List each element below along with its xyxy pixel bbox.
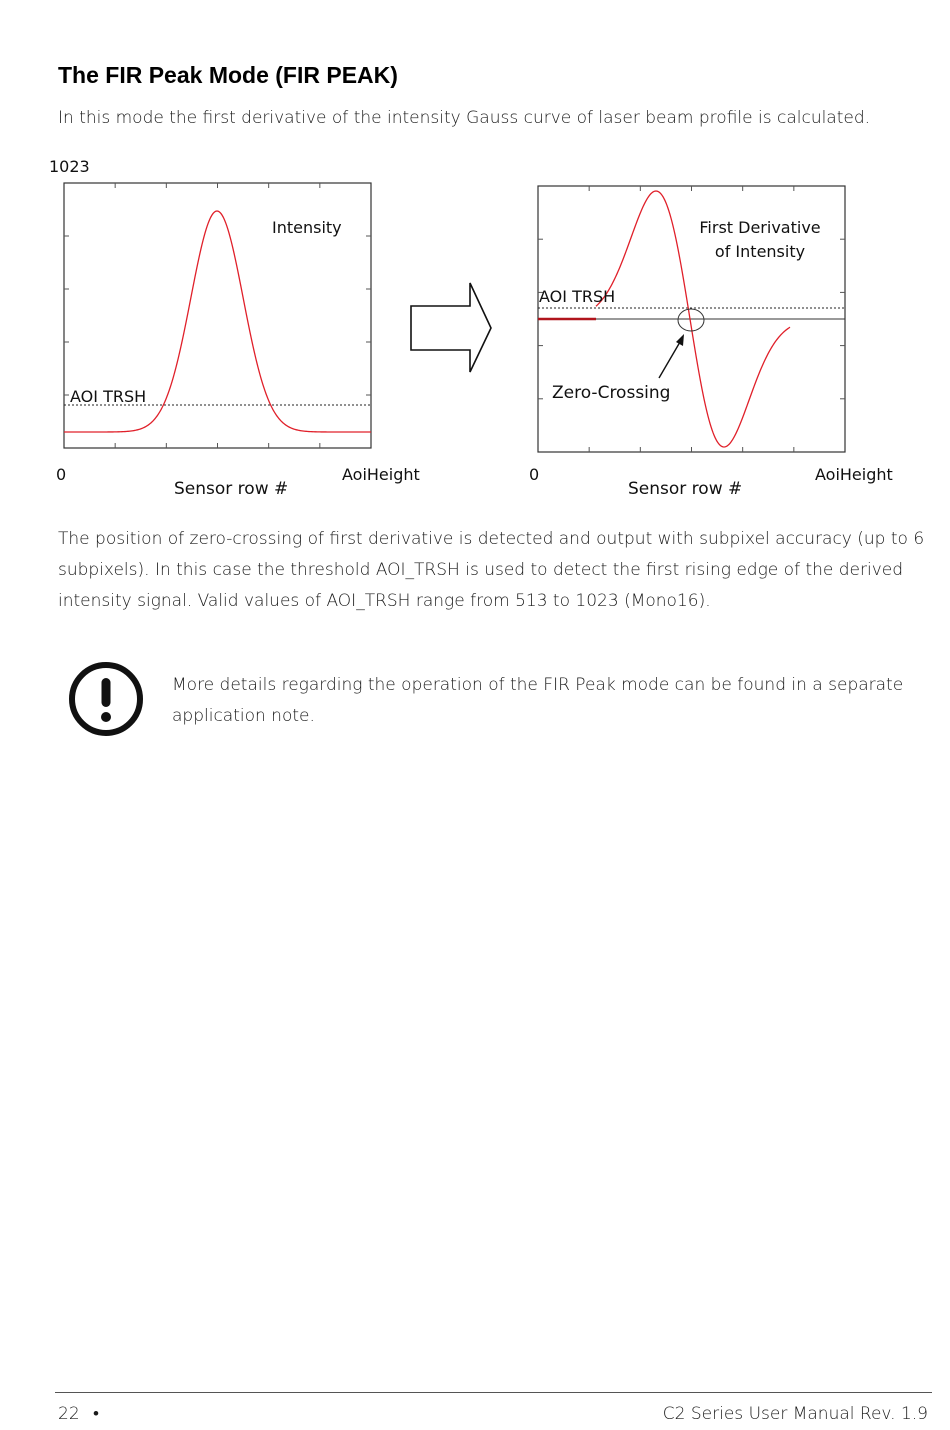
intensity-plot — [56, 183, 420, 499]
footer-divider — [55, 1392, 932, 1393]
pointer-arrowhead-icon — [676, 334, 684, 346]
section-heading: The FIR Peak Mode (FIR PEAK) — [58, 62, 398, 88]
left-threshold-label: AOI TRSH — [70, 387, 147, 406]
derivative-plot — [529, 186, 893, 499]
left-x-max-label: AoiHeight — [342, 465, 420, 484]
exclamation-circle-icon — [67, 659, 147, 739]
intensity-label: Intensity — [272, 218, 342, 237]
y-max-label: 1023 — [49, 157, 90, 176]
left-x-min-label: 0 — [56, 465, 67, 484]
manual-title: C2 Series User Manual Rev. 1.9 — [662, 1404, 928, 1424]
zero-crossing-pointer — [659, 342, 680, 378]
right-arrow-icon — [411, 283, 491, 372]
right-x-axis-label: Sensor row # — [628, 479, 743, 499]
right-x-max-label: AoiHeight — [815, 465, 893, 484]
zero-crossing-label: Zero-Crossing — [552, 383, 671, 403]
right-threshold-label: AOI TRSH — [539, 287, 616, 306]
derivative-label-line1: First Derivative — [699, 218, 821, 237]
page-number: 22 — [58, 1404, 80, 1424]
footer-page — [58, 1399, 99, 1430]
derivative-label-line2: of Intensity — [714, 242, 806, 261]
right-x-min-label: 0 — [529, 465, 540, 484]
note-text: More details regarding the operation of the FIR Peak mode can be found in a separate application note. — [172, 675, 904, 726]
intro-paragraph: In this mode the first derivative of the intensity Gauss curve of laser beam profile is calculated. — [58, 108, 871, 128]
footer-bullet: • — [93, 1404, 99, 1424]
fir-peak-figure — [0, 150, 950, 510]
left-x-axis-label: Sensor row # — [174, 479, 289, 499]
description-paragraph: The position of zero-crossing of first derivative is detected and output with subpixel accuracy (up to 6 subpixels). In this case the threshold AOI_TRSH is used to detect the first rising edge of the derived intensity signal. Valid values of AOI_TRSH range from 513 to 1023 (Mono16). — [58, 529, 925, 611]
